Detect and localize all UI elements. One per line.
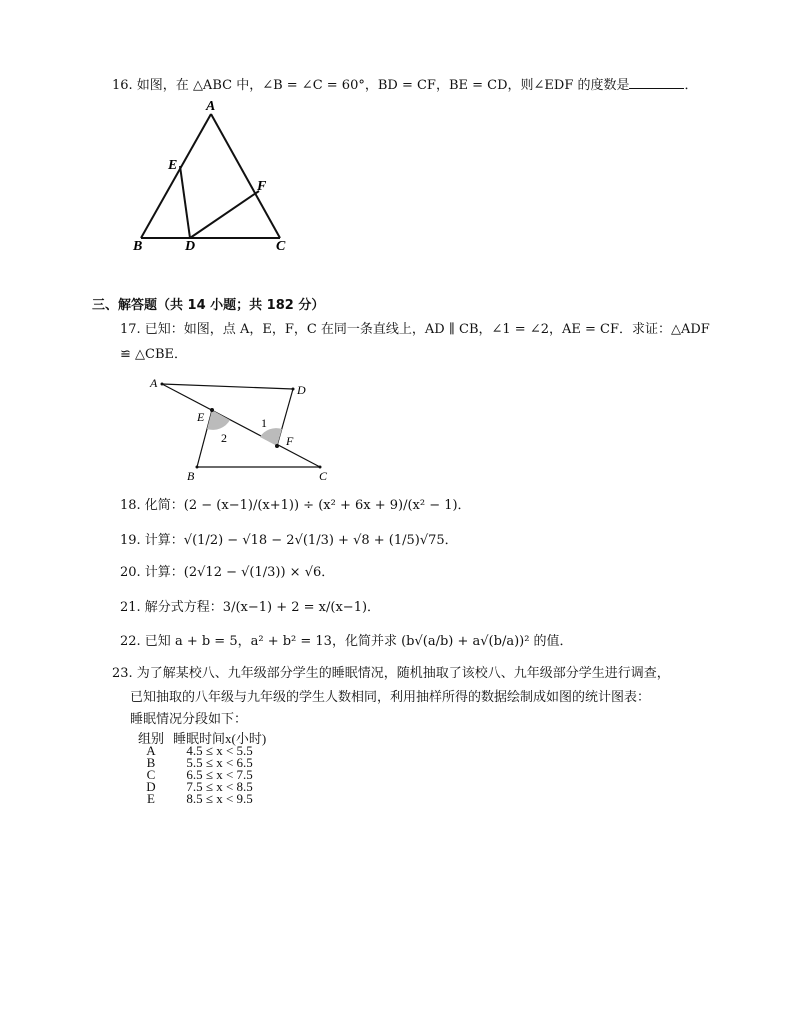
label-f: F [257, 179, 267, 194]
q16-triangle-figure [128, 95, 298, 255]
line-ab [141, 114, 211, 238]
q17-parallel-figure [145, 372, 340, 482]
section-title: 三、解答题（共 14 小题；共 182 分） [92, 298, 325, 313]
label-e: E [197, 410, 205, 424]
label-c: C [319, 469, 328, 482]
answer-blank[interactable] [629, 76, 684, 89]
q17-line1: 17. 已知：如图，点 A，E，F，C 在同一条直线上，AD ∥ CB，∠1 = ∠2，AE = CF．求证：△ADF [120, 322, 710, 337]
point-e [210, 408, 214, 412]
range-cell: 4.5 ≤ x < 5.5 [186, 743, 253, 758]
label-a: A [150, 376, 158, 390]
label-f: F [286, 434, 294, 448]
q17-line2: ≌ △CBE． [120, 347, 188, 362]
point-f [275, 444, 279, 448]
angle-1-label: 1 [261, 416, 267, 430]
label-b: B [187, 469, 195, 482]
point-b [196, 466, 199, 469]
q23-line2: 已知抽取的八年级与九年级的学生人数相同，利用抽样所得的数据绘制成如图的统计图表： [130, 690, 651, 705]
table-row [133, 793, 276, 805]
q19-text: 19. 计算：√(1/2) − √18 − 2√(1/3) + √8 + (1/5)√75． [120, 533, 458, 548]
line-df [190, 191, 259, 238]
sleep-groups-table [133, 733, 276, 805]
angle-2-mark [207, 410, 230, 430]
angle-2-label: 2 [221, 431, 227, 445]
label-b: B [133, 239, 143, 254]
q18-text: 18. 化简：(2 − (x−1)/(x+1)) ÷ (x² + 6x + 9)/(x² − 1)． [120, 498, 471, 513]
point-a [161, 383, 164, 386]
angle-1-mark [260, 428, 282, 446]
point-d [292, 388, 295, 391]
line-ed [180, 166, 190, 238]
group-cell: A [146, 743, 156, 758]
q23-line1: 23. 为了解某校八、九年级部分学生的睡眠情况，随机抽取了该校八、九年级部分学生进行调查， [112, 666, 670, 681]
header-group: 组别 [137, 731, 164, 746]
range-cell: 7.5 ≤ x < 8.5 [186, 779, 253, 794]
header-sleep-time: 睡眠时间x(小时) [173, 731, 267, 746]
label-a: A [206, 99, 216, 114]
group-cell: B [146, 755, 156, 770]
group-cell: C [146, 767, 156, 782]
q21-text: 21. 解分式方程：3/(x−1) + 2 = x/(x−1)． [120, 600, 381, 615]
group-cell: D [146, 779, 156, 794]
q23-line3: 睡眠情况分段如下： [130, 712, 248, 727]
line-ad [162, 384, 293, 389]
group-cell: E [147, 791, 155, 806]
label-d: D [185, 239, 196, 254]
q20-text: 20. 计算：(2√12 − √(1/3)) × √6． [120, 565, 335, 580]
range-cell: 8.5 ≤ x < 9.5 [186, 791, 253, 806]
label-e: E [168, 158, 178, 173]
q22-text: 22. 已知 a + b = 5，a² + b² = 13，化简并求 (b√(a/b) + a√(b/a))² 的值． [120, 634, 573, 649]
label-d: D [297, 383, 306, 397]
q16-text: 16. 如图，在 △ABC 中，∠B = ∠C = 60°，BD = CF，BE = CD，则∠EDF 的度数是 ． [112, 78, 698, 93]
label-c: C [276, 239, 286, 254]
range-cell: 5.5 ≤ x < 6.5 [186, 755, 253, 770]
range-cell: 6.5 ≤ x < 7.5 [186, 767, 253, 782]
line-ac [211, 114, 280, 238]
